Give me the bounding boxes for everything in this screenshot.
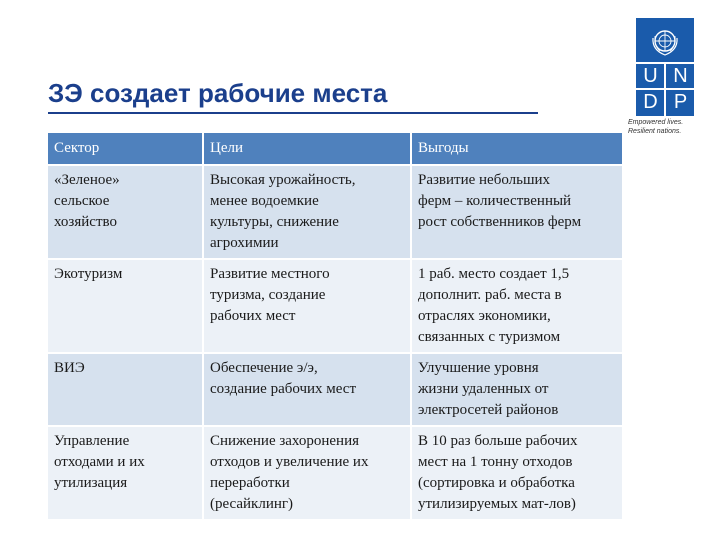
title-underline [48, 112, 538, 114]
undp-logo [636, 18, 694, 116]
un-emblem-icon [649, 26, 681, 58]
column-header-sector: Сектор [48, 133, 204, 166]
table-row [48, 354, 624, 427]
table-row [48, 260, 624, 354]
logo-letter: N [673, 65, 688, 87]
goals-cell: Снижение захоронения отходов и увеличение их переработки (ресайклинг) [204, 427, 412, 521]
benefits-cell: В 10 раз больше рабочих мест на 1 тонну отходов (сортировка и обработка утилизируемых мат-лов) [412, 427, 624, 521]
benefits-cell: Развитие небольших ферм – количественный рост собственников ферм [412, 166, 624, 260]
sector-cell: ВИЭ [48, 354, 204, 427]
table-row [48, 166, 624, 260]
logo-letter: P [673, 91, 688, 113]
logo-letter: U [643, 65, 658, 87]
column-header-goals: Цели [204, 133, 412, 166]
logo-tagline: Empowered lives. Resilient nations. [628, 119, 684, 135]
sector-cell: Экотуризм [48, 260, 204, 354]
jobs-table [48, 133, 624, 521]
sector-cell: «Зеленое» сельское хозяйство [48, 166, 204, 260]
benefits-cell: 1 раб. место создает 1,5 дополнит. раб. места в отраслях экономики, связанных с туризмом [412, 260, 624, 354]
page-title: ЗЭ создает рабочие места [48, 78, 388, 108]
logo-letter: D [643, 91, 658, 113]
table-row [48, 427, 624, 521]
column-header-benefits: Выгоды [412, 133, 624, 166]
goals-cell: Высокая урожайность, менее водоемкие культуры, снижение агрохимии [204, 166, 412, 260]
goals-cell: Обеспечение э/э, создание рабочих мест [204, 354, 412, 427]
goals-cell: Развитие местного туризма, создание рабочих мест [204, 260, 412, 354]
sector-cell: Управление отходами и их утилизация [48, 427, 204, 521]
benefits-cell: Улучшение уровня жизни удаленных от электросетей районов [412, 354, 624, 427]
table-header-row [48, 133, 624, 166]
